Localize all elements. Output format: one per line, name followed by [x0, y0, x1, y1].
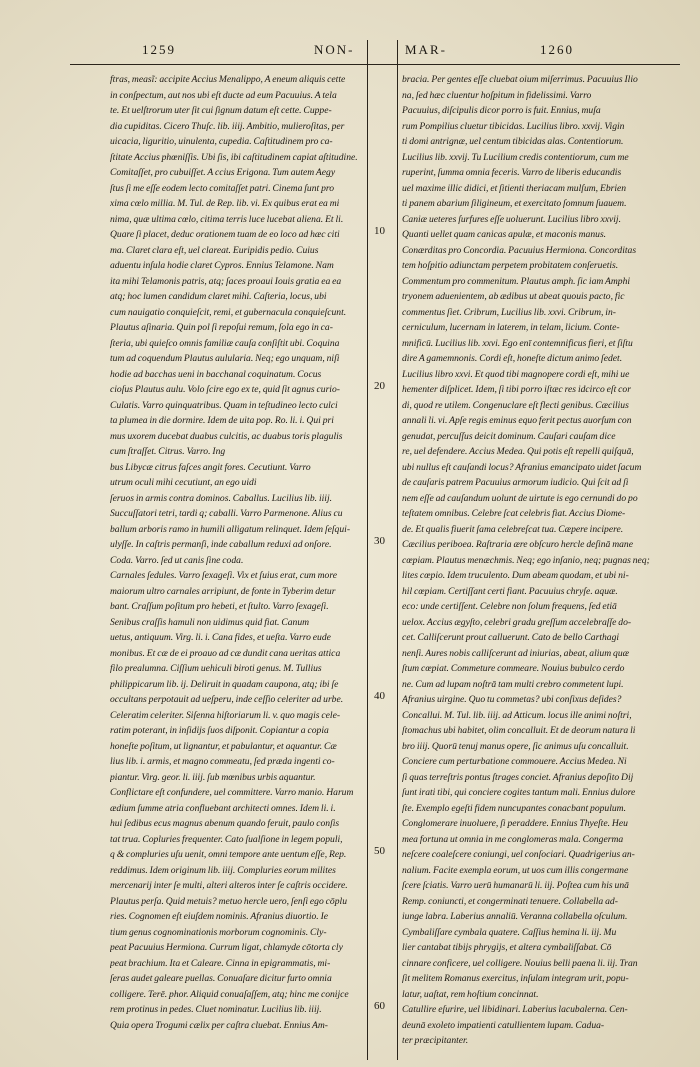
text-line: cet. Calliſcerunt prout calluerunt. Cato de bello Carthagi: [402, 632, 620, 643]
text-line: tium genus cognominationis morborum cognominis. Cly-: [110, 926, 327, 938]
text-line: filo prealumna. Ciſſium uehiculi biroti genus. M. Tullius: [110, 663, 322, 674]
right-text-column: [402, 72, 670, 1049]
text-line: ædium ſumme atria confluebant architecti omnes. Idem li. i.: [110, 802, 336, 814]
text-line: iunge labra. Laberius annaliū. Veranna collabella oſculum.: [402, 911, 628, 922]
right-page-number: 1260: [540, 42, 574, 57]
text-line: bro iiij. Quorū tenuj manus opere, ſic animus uſu concalluit.: [402, 740, 629, 752]
text-line: in conſpectum, aut nos ubi eſt ducte ad eum Pacuuius. A tela: [110, 89, 337, 101]
text-line: mea fortuna ut omnia in me conglomeras mala. Congerma: [402, 833, 624, 845]
text-line: genudat, percuſſus deicit dominum. Cauſari cauſam dice: [402, 430, 616, 442]
text-line: nenſi. Aures nobis calliſcerunt ad iniurias, abeat, alium quæ: [402, 647, 630, 659]
text-line: ſtum cœpiat. Commeture commeare. Nouius bubulco cerdo: [402, 663, 625, 674]
text-line: Conciere cum perturbatione commouere. Accius Medea. Ni: [402, 756, 627, 767]
text-line: uetus, antiquum. Virg. li. i. Cana fides, et ueſta. Varro eude: [110, 632, 331, 643]
text-line: ulyſſe. In caſtris permanſi, inde caballum reduxi ad onſore.: [110, 539, 332, 550]
text-line: Comitaſſet, pro cubuiſſet. A ccius Erigona. Tum autem Aegy: [110, 167, 336, 178]
column-rule-left: [367, 40, 368, 1060]
text-line: uelox. Accius ægyſto, celebri gradu greſſum accelebraſſe do-: [402, 616, 632, 628]
text-line: Catullire eſurire, uel libidinari. Laberius lacubalerna. Cen-: [402, 1004, 628, 1015]
text-line: ſi quas terreſtris pontus ſtrages conciet. Afranius depoſito Dij: [402, 771, 634, 783]
text-line: eco: unde certiſſent. Celebre non ſolum frequens, ſed etiā: [402, 601, 617, 612]
text-line: ſtitate Accius phœniſſis. Ubi ſis, ibi caſtitudinem capiat aſtitudine.: [110, 151, 358, 163]
text-line: nem eſſe ad cauſandum uolunt de uirtute is ego cernundi do po: [402, 492, 638, 504]
text-line: Coda. Varro. ſed ut canis ſine coda.: [110, 554, 244, 566]
text-line: Quare ſi placet, deduc orationem tuam de eo loco ad hæc citi: [110, 229, 340, 240]
text-line: ſunt irati tibi, qui conciere cogites tantum mali. Ennius dulore: [402, 787, 636, 798]
text-line: dire A gamemnonis. Cordi eſt, honeſte dictum animo ſedet.: [402, 353, 623, 364]
text-line: ti domi antrignæ, uel centum tibicidas alas. Contentiorum.: [402, 136, 624, 147]
text-line: hil cœpiam. Certiſſant certi fiant. Pacuuius chryſe. aquæ.: [402, 585, 618, 597]
text-line: ballum arboris ramo in humili alligatum relinquet. Idem ſeſqui-: [110, 523, 351, 535]
text-line: Carnales ſedules. Varro ſexageſi. Vix et ſuius erat, cum more: [110, 570, 337, 581]
text-line: ter præcipitanter.: [402, 1035, 469, 1046]
text-line: de. Et qualis fiuerit ſama celebreſcat tua. Cæpere incipere.: [402, 523, 624, 535]
text-line: Culatis. Varro quinquatribus. Quam in teſtudineo lecto culci: [110, 399, 338, 411]
text-line: ratim poterant, in inſidijs ſuos diſponit. Copiantur a copia: [110, 725, 329, 736]
text-line: Lucilius lib. xxvij. Tu Lucilium credis contentiorum, cum me: [402, 151, 629, 163]
text-line: Senibus craſſis hamuli non uidimus quid fiat. Canum: [110, 616, 310, 628]
text-line: di, quod re utilem. Congenuclare eſt flecti genibus. Cæcilius: [402, 399, 629, 411]
text-line: Conærditas pro Concordia. Pacuuius Hermiona. Concorditas: [402, 244, 637, 256]
text-line: piantur. Virg. geor. li. iiij. ſub mœnibus urbis aquantur.: [110, 771, 316, 783]
text-line: Conflictare eſt confundere, uel committere. Varro manio. Harum: [110, 787, 354, 798]
text-line: tat trua. Copluries frequenter. Cato ſualſione in legem populi,: [110, 833, 343, 845]
text-line: ruperint, ſumma omnia feceris. Varro de liberis educandis: [402, 167, 622, 178]
text-line: bant. Craſſum poſitum pro hebeti, et ſtulto. Varro ſexageſi.: [110, 601, 329, 612]
text-line: hementer diſplicet. Idem, ſi tibi porro iſtæc res idcirco eſt cor: [402, 384, 631, 395]
column-rule-right: [397, 40, 398, 1060]
text-line: reddimus. Idem originum lib. iiij. Compluries eorum milites: [110, 864, 336, 876]
text-line: Cymbaliſſare cymbala quatere. Caſſius hemina li. iij. Mu: [402, 926, 617, 938]
text-line: latur, uaſtat, rem hoſtium concinnat.: [402, 988, 539, 1000]
text-line: na, ſed hæc cluentur hoſpitum in fidelissimi. Varro: [402, 89, 592, 101]
text-line: dia cupiditas. Cicero Thuſc. lib. iiij. Ambitio, mulieroſitas, per: [110, 120, 345, 132]
right-running-head: MAR-: [405, 42, 447, 57]
text-line: nalium. Facite exempla eorum, ut uos cum illis congermane: [402, 864, 629, 876]
line-number: 10: [374, 224, 385, 237]
text-line: Quanti uellet quam canicas apulæ, et maconis manus.: [402, 229, 607, 240]
text-line: Remp. coniuncti, et congerminati tenuere. Collabella ad-: [402, 895, 618, 907]
text-line: teſtatem omnibus. Celebre ſcat celebris fiat. Accius Diome-: [402, 508, 626, 519]
text-line: cinnare conficere, uel colligere. Nouius belli paena li. iij. Tran: [402, 957, 638, 969]
text-line: ſtomachus ubi habitet, olim concalluit. Et de deorum natura li: [402, 725, 636, 736]
text-line: Lucilius libro xxvi. Et quod tibi magnopere cordi eſt, mihi ue: [402, 368, 630, 380]
text-line: hodie ad bacchas ueni in bacchanal coquinatum. Cocus: [110, 368, 322, 380]
text-line: tem hoſpitio adiunctam perpetem probitatem conſeruetis.: [402, 260, 619, 271]
text-line: colligere. Terē. phor. Aliquid conuaſaſſem, atq; hinc me conijce: [110, 988, 349, 1000]
text-line: rum Pompilius cluetur tibicidas. Lucilius libro. xxvij. Vigin: [402, 120, 625, 132]
line-number: 60: [374, 999, 385, 1012]
text-line: ſte. Exemplo egeſti fidem nuncupantes conacbant populum.: [402, 802, 626, 814]
line-number: 20: [374, 379, 385, 392]
text-line: xima cœlo millia. M. Tul. de Rep. lib. vi. Ex quibus erat ea mi: [110, 198, 340, 209]
text-line: ſtus ſi me eſſe eodem lecto comitaſſet patri. Cinema ſunt pro: [110, 182, 335, 194]
text-line: ubi nullus eſt cauſandi locus? Afranius emancipato uidet ſacum: [402, 461, 642, 473]
text-line: te. Et uelſtrorum uter ſit cui ſignum datum eſt cette. Cuppe-: [110, 105, 332, 116]
left-page-number: 1259: [142, 42, 176, 57]
text-line: q & compluries uſu uenit, omni tempore ante uentum eſſe, Rep.: [110, 849, 347, 860]
text-line: nima, quæ ultima cœlo, citima terris luce lucebat aliena. Et li.: [110, 213, 344, 225]
text-line: lier cantabat tibijs phrygijs, et altera cymbaliſſabat. Cō: [402, 942, 612, 953]
text-line: ne. Cum ad lupam noſtrā tam multi crebro commetent lupi.: [402, 678, 624, 690]
text-line: commentus ſiet. Cribrum, Lucilius lib. xxvi. Cribrum, in-: [402, 306, 616, 318]
text-line: ſit melitem Romanus exercitus, inſulam integram urit, popu-: [402, 973, 629, 984]
text-line: Concallui. M. Tul. lib. iiij. ad Atticum. locus ille animi noſtri,: [402, 709, 632, 721]
text-line: ries. Cognomen eſt eiuſdem nominis. Afranius diuortio. Ie: [110, 911, 329, 922]
text-line: philippicarum lib. ij. Deliruit in quadam caupona, atq; ibi ſe: [110, 678, 339, 690]
text-line: mus uxorem ducebat duabus culcitis, ac duabus toris plagulis: [110, 430, 343, 442]
text-line: lius lib. i. armis, et magno commeatu, ſed præda ingenti co-: [110, 756, 335, 767]
text-line: deunā exoleto impatienti catullientem lupam. Cadua-: [402, 1019, 605, 1031]
text-line: occultans perpotauit ad ueſperu, inde ceſſio celeriter ad urbe.: [110, 694, 344, 705]
text-line: ſteria, ubi quieſco omnis familiæ cauſa conſiſtit ubi. Coquina: [110, 337, 340, 349]
text-line: Celeratim celeriter. Siſenna hiſtoriarum li. v. quo magis cele-: [110, 709, 341, 721]
text-line: peat Pacuuius Hermiona. Currum ligat, chlamyde cōtorta cly: [110, 942, 343, 953]
text-line: cioſus Plautus aulu. Volo ſcire ego ex te, quid ſit agnus curio-: [110, 384, 340, 395]
text-line: cum nauigatio conquieſcit, remi, et gubernacula conquieſcunt.: [110, 306, 347, 318]
text-line: ftras, measĩ: accipite Accius Menalippo, A eneum aliquis cette: [110, 74, 346, 85]
text-line: Plautus perſa. Quid metuis? metuo hercle uero, ſenſi ego cōplu: [110, 895, 347, 907]
text-line: ſcere ſciatis. Varro uerū humanarū li. iij. Poſtea cum his unā: [402, 880, 629, 891]
text-line: rem protinus in pedes. Cluet nominatur. Lucilius lib. iiij.: [110, 1004, 322, 1015]
text-line: cum ſtraſſet. Citrus. Varro. Ing: [110, 446, 226, 457]
text-line: Plautus aſinaria. Quin pol ſi repoſui remum, ſola ego in ca-: [110, 322, 333, 333]
text-line: tum ad coquendum Plautus aulularia. Neq; ego unquam, niſi: [110, 353, 340, 364]
line-number: 40: [374, 689, 385, 702]
text-line: uel maxime illic didici, et ſitienti theriacam mulſum, Ebrien: [402, 182, 627, 194]
text-line: uicacia, liguritio, uinulenta, cupedia. Caſtitudinem pro ca-: [110, 136, 333, 147]
text-line: Conglomerare inuoluere, ſi peraddere. Ennius Thyeſte. Heu: [402, 818, 628, 829]
left-running-head: NON-: [314, 42, 355, 57]
text-line: bracia. Per gentes eſſe cluebat oium miſerrimus. Pacuuius Ilio: [402, 74, 638, 85]
text-line: Cæcilius periboea. Raſtraria ære obſcuro hercle deſinā mane: [402, 539, 633, 550]
text-line: atq; hoc lumen candidum claret mihi. Caſteria, locus, ubi: [110, 291, 327, 302]
text-line: Quia opera Trogumi cælix per caſtra cluebat. Ennius Am-: [110, 1019, 328, 1031]
text-line: Caniæ ueteres ſurfures eſſe uoluerunt. Lucilius libro xxvij.: [402, 213, 621, 225]
text-line: neſcere coaleſcere coniungi, uel conſociari. Quadrigerius an-: [402, 849, 635, 860]
text-line: ta plumea in die dormire. Idem de uita pop. Ro. li. i. Qui pri: [110, 415, 334, 426]
text-line: monibus. Et cæ de ei proauo ad cæ dundit cana ueritas attica: [110, 647, 341, 659]
text-line: ma. Claret clara eſt, uel clareat. Euripidis pedio. Cuius: [110, 244, 319, 256]
line-number: 30: [374, 534, 385, 547]
text-line: re, uel defendere. Accius Medea. Qui potis eſt repelli quiſquā,: [402, 446, 634, 457]
text-line: aduentu inſula hodie claret Cypros. Ennius Telamone. Nam: [110, 260, 334, 271]
text-line: Afranius uirgine. Quo tu commetas? ubi conſixus deſides?: [402, 694, 622, 705]
left-text-column: [110, 72, 360, 1033]
text-line: Commentum pro commenitum. Plautus amph. ſic iam Amphi: [402, 275, 631, 287]
text-line: honeſte poſitum, ut lignantur, et pabulantur, et aquantur. Cæ: [110, 740, 337, 752]
text-line: ita mihi Telamonis patris, atq; ſaces proaui Iouis gratia ea ea: [110, 275, 342, 287]
text-line: peat brachium. Ita et Caleare. Cinna in epigrammatis, mi-: [110, 957, 331, 969]
text-line: ſeras audet galeare puellas. Conuaſare dicitur furto omnia: [110, 973, 332, 984]
text-line: bus Libycæ citrus faſces angit fores. Cecutiunt. Varro: [110, 461, 311, 473]
text-line: lites cœpio. Idem truculento. Dum abeam quodam, et ubi ni-: [402, 570, 629, 581]
text-line: hui ſedibus ecus magnus abenum quando feruit, paulo conſis: [110, 818, 340, 829]
text-line: cœpiam. Plautus menæchmis. Neq; ego inſanio, neq; pugnas neq;: [402, 554, 650, 566]
text-line: ti panem abarium ſiligineum, et exercitato ſomnum ſuauem.: [402, 198, 627, 209]
text-line: tryonem aduenientem, ab ædibus ut abeat quouis pacto, fic: [402, 291, 625, 302]
page-header: [70, 38, 680, 65]
text-line: Succuſſatori tetri, tardi q; caballi. Varro Parmenone. Alius cu: [110, 508, 343, 519]
text-line: cerniculum, lucernam in laterem, in telam, licium. Conte-: [402, 322, 620, 333]
text-line: maiorum ultro carnales arripiunt, de fonte in Tyberim detur: [110, 585, 336, 597]
text-line: mnificū. Lucilius lib. xxvi. Ego enī contemnificus fieri, et ſiſtu: [402, 337, 633, 349]
text-line: de cauſaris patrem Pacuuius armorum iudicio. Qui ſcit ad ſi: [402, 477, 629, 488]
text-line: utrum oculi mihi cecutiunt, an ego uidi: [110, 477, 257, 488]
text-line: ſeruos in armis contra dominos. Caballus. Lucilius lib. iiij.: [110, 492, 333, 504]
text-line: Pacuuius, diſcipulis dicor porro is fuit. Ennius, muſa: [402, 105, 601, 116]
text-line: annali li. vi. Apſe regis eminus equo ferit pectus auorſum con: [402, 415, 632, 426]
line-number: 50: [374, 844, 385, 857]
text-line: mercenarij inter ſe multi, alteri alteros inter ſe caſtris occidere.: [110, 880, 348, 891]
